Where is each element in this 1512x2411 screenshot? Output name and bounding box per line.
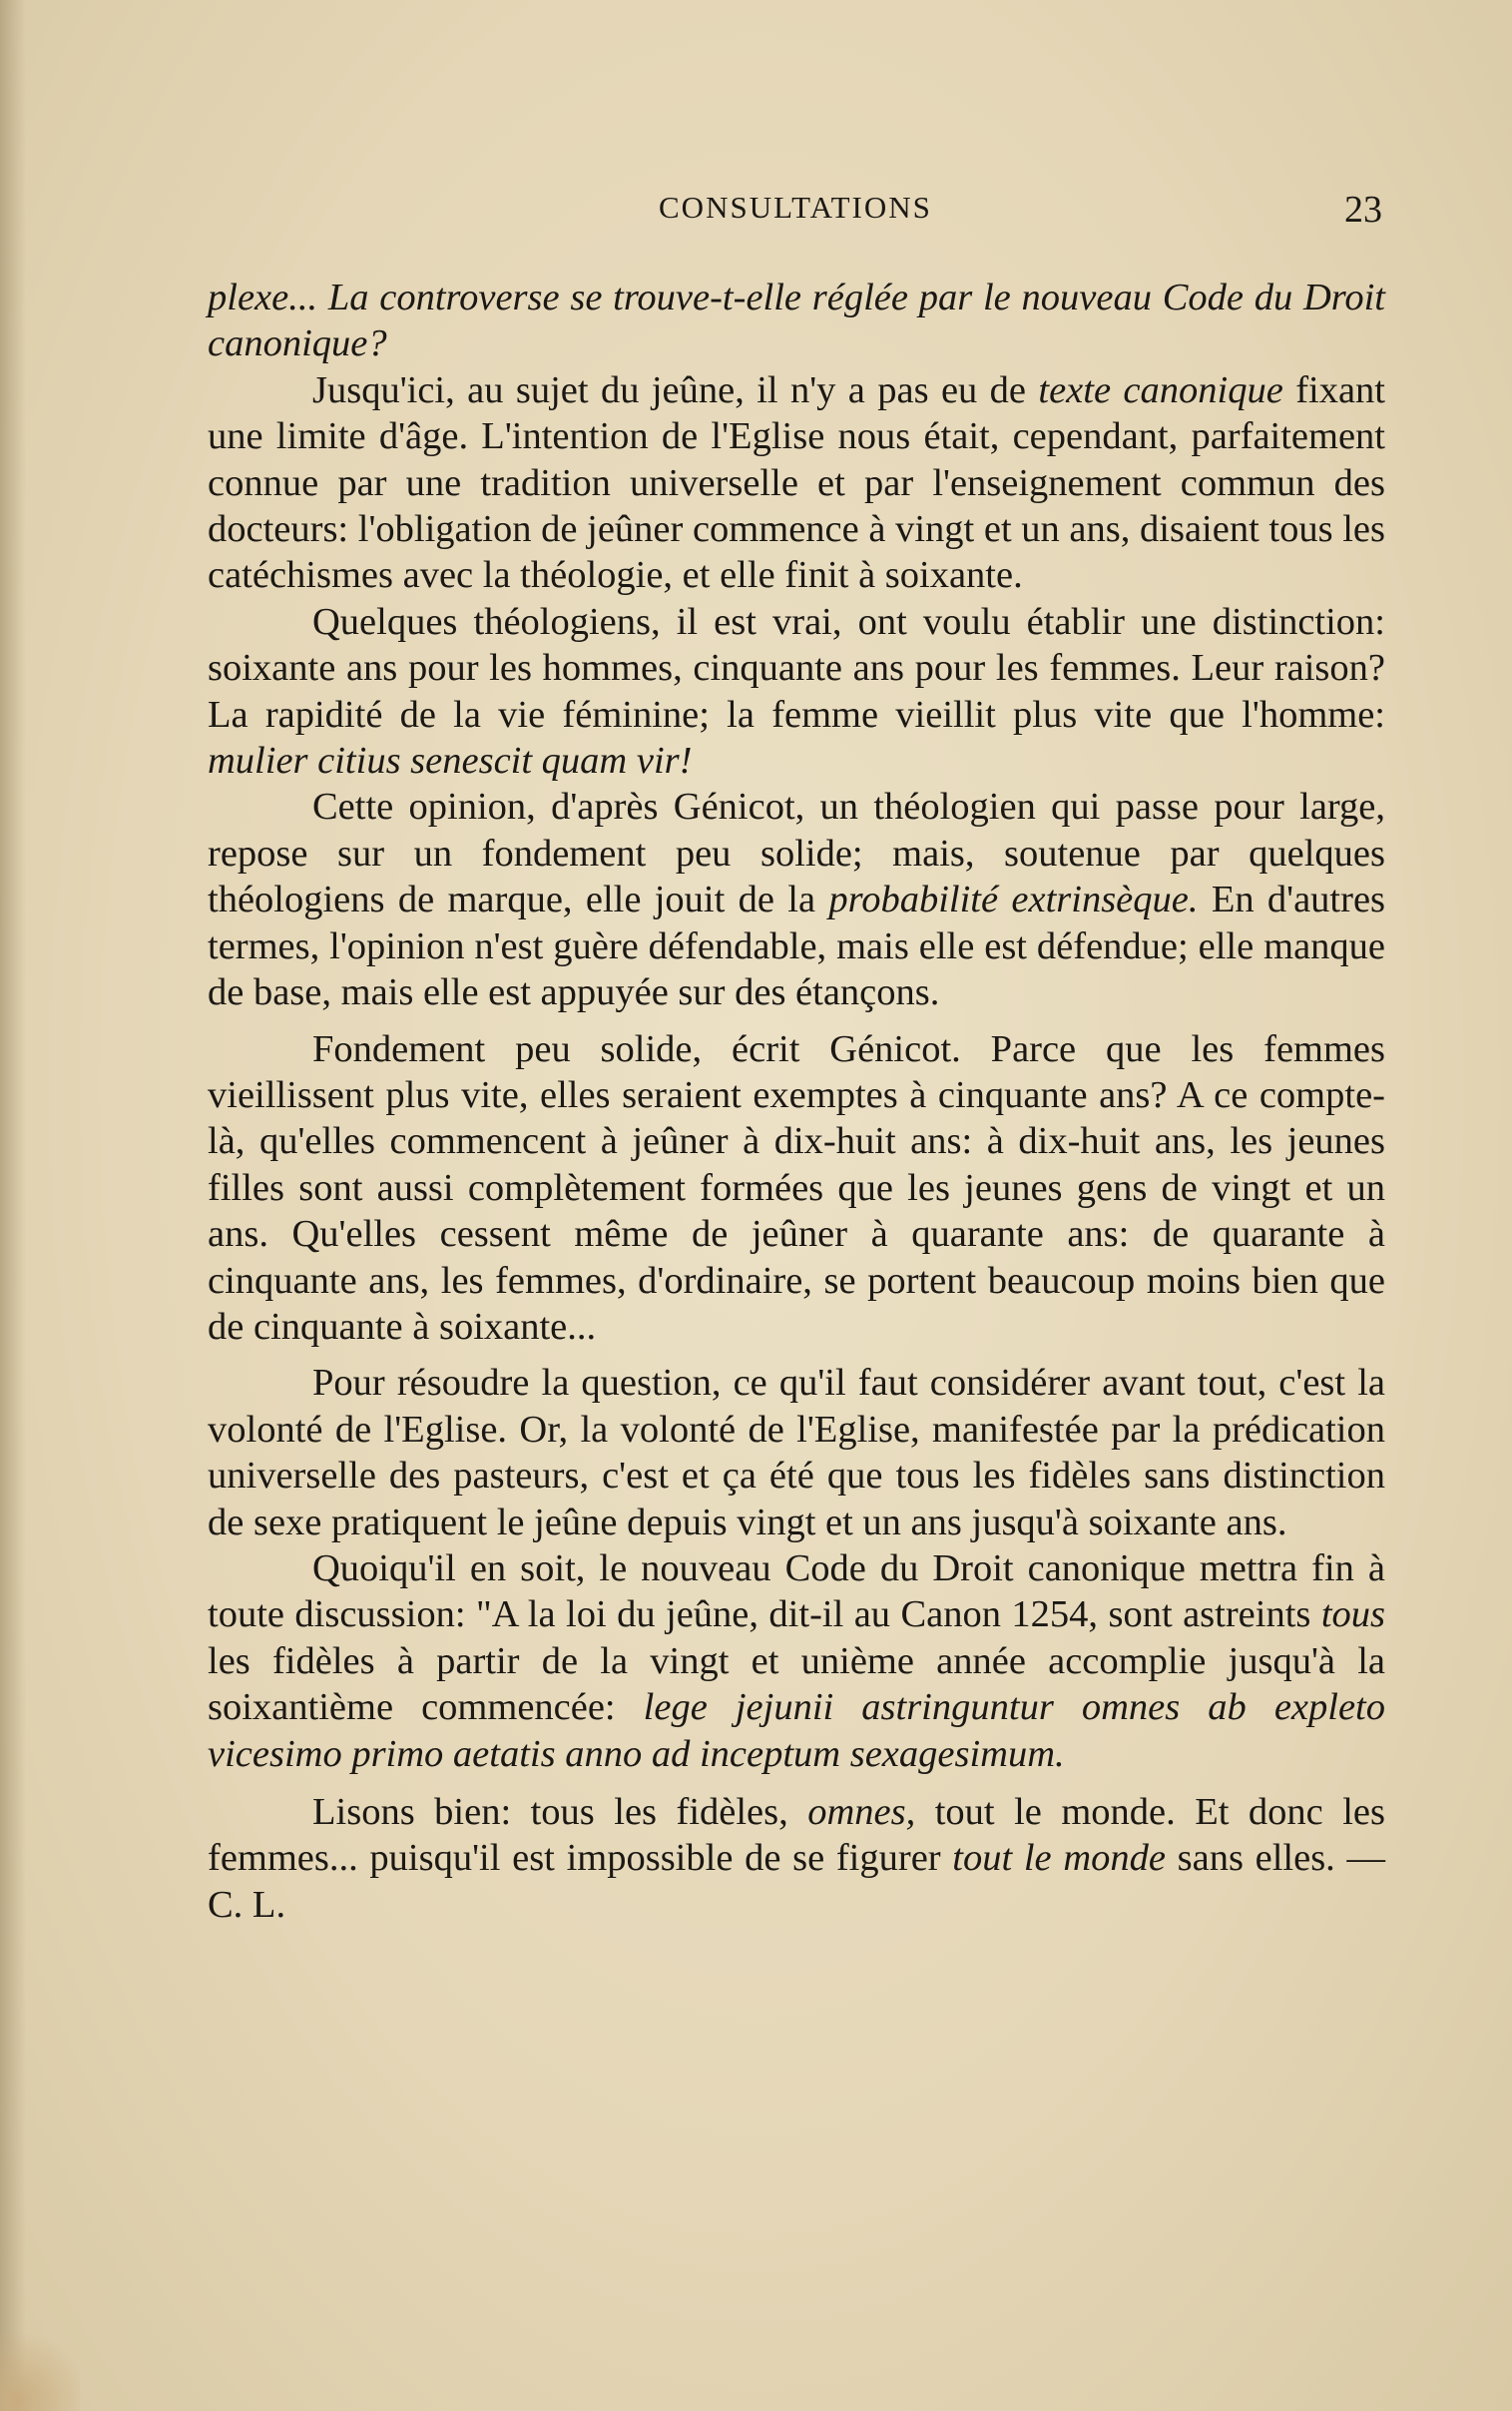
paragraph-text: fixant une limite d'âge. L'intention de l'Eglise nous était, cependant, parfaitement connue par une tradition universelle et par l'enseignement commun des docteurs: l'obligation de jeûner commence à vingt et un ans, disaient tous les catéchismes avec la théologie, et elle finit à soixante. — [208, 368, 1385, 597]
italic-text: texte canonique — [1038, 368, 1283, 411]
italic-text: omnes, — [807, 1791, 916, 1833]
paragraph-text: Quelques théologiens, il est vrai, ont voulu établir une distinction: soixante ans pour les hommes, cinquante ans pour les femmes. Leur raison? La rapidité de la vie féminine; la femme vieillit plus vite que l'homme: — [208, 600, 1385, 736]
paragraph — [208, 1360, 1385, 1545]
paragraph — [208, 1789, 1385, 1928]
italic-text: mulier citius senescit quam vir! — [208, 740, 693, 783]
italic-text: plexe... La controverse se trouve-t-elle réglée par le nouveau Code du Droit canonique? — [208, 277, 1385, 365]
paragraph-text: les fidèles à partir de la vingt et unième année accomplie jusqu'à la soixantième commencée: — [208, 1639, 1385, 1729]
paragraph-text: Lisons bien: tous les fidèles, — [312, 1791, 808, 1833]
paragraph — [208, 1026, 1385, 1351]
paragraph-text: Cette opinion, d'après Génicot, un théologien qui passe pour large, repose sur un fondement peu solide; mais, soutenue par quelques théologiens de marque, elle jouit de la — [208, 786, 1385, 921]
paragraph-text: Pour résoudre la question, ce qu'il faut considérer avant tout, c'est la volonté de l'Eglise. Or, la volonté de l'Eglise, manifestée par la prédication universelle des pasteurs, c'est et ça été que tous les fidèles sans distinction de sexe pratiquent le jeûne depuis vingt et un ans jusqu'à soixante ans. — [208, 1362, 1385, 1543]
body-text — [208, 275, 1385, 1928]
italic-text: tous — [1320, 1593, 1385, 1636]
paragraph-text: En d'autres termes, l'opinion n'est guère défendable, mais elle est défendue; elle manque de base, mais elle est appuyée sur des étançons. — [208, 879, 1386, 1014]
paragraph — [208, 599, 1385, 785]
paragraph — [208, 784, 1385, 1015]
paragraph-text: tout le monde. Et donc les femmes... puisqu'il est impossible de se figurer — [208, 1791, 1385, 1880]
page-number: 23 — [1344, 189, 1382, 231]
italic-text: probabilité extrinsèque. — [828, 879, 1199, 921]
paragraph — [208, 367, 1385, 599]
paragraph-text: Jusqu'ici, au sujet du jeûne, il n'y a pas eu de — [312, 368, 1039, 411]
italic-text: lege jejunii astringuntur omnes ab expleto vicesimo primo aetatis anno ad inceptum sexagesimum. — [208, 1686, 1385, 1775]
paragraph-text: Fondement peu solide, écrit Génicot. Parce que les femmes vieillissent plus vite, elles seraient exemptes à cinquante ans? A ce compte-là, qu'elles commencent à jeûner à dix-huit ans: à dix-huit ans, les jeunes filles sont aussi complètement formées que les jeunes gens de vingt et un ans. Qu'elles cessent même de jeûner à quarante ans: de quarante à cinquante ans, les femmes, d'ordinaire, se portent beaucoup moins bien que de cinquante à soixante... — [208, 1027, 1385, 1348]
paragraph — [208, 275, 1385, 367]
spine-shadow — [0, 0, 26, 2411]
italic-text: tout le monde — [952, 1837, 1166, 1880]
paragraph-text: sans elles. — C. L. — [208, 1837, 1385, 1926]
paper-stain — [0, 2321, 80, 2411]
running-title: CONSULTATIONS — [659, 190, 932, 225]
paragraph-text: Quoiqu'il en soit, le nouveau Code du Droit canonique mettra fin à toute discussion: "A la loi du jeûne, dit-il au Canon 1254, sont astreints — [208, 1546, 1385, 1636]
paragraph — [208, 1545, 1385, 1777]
